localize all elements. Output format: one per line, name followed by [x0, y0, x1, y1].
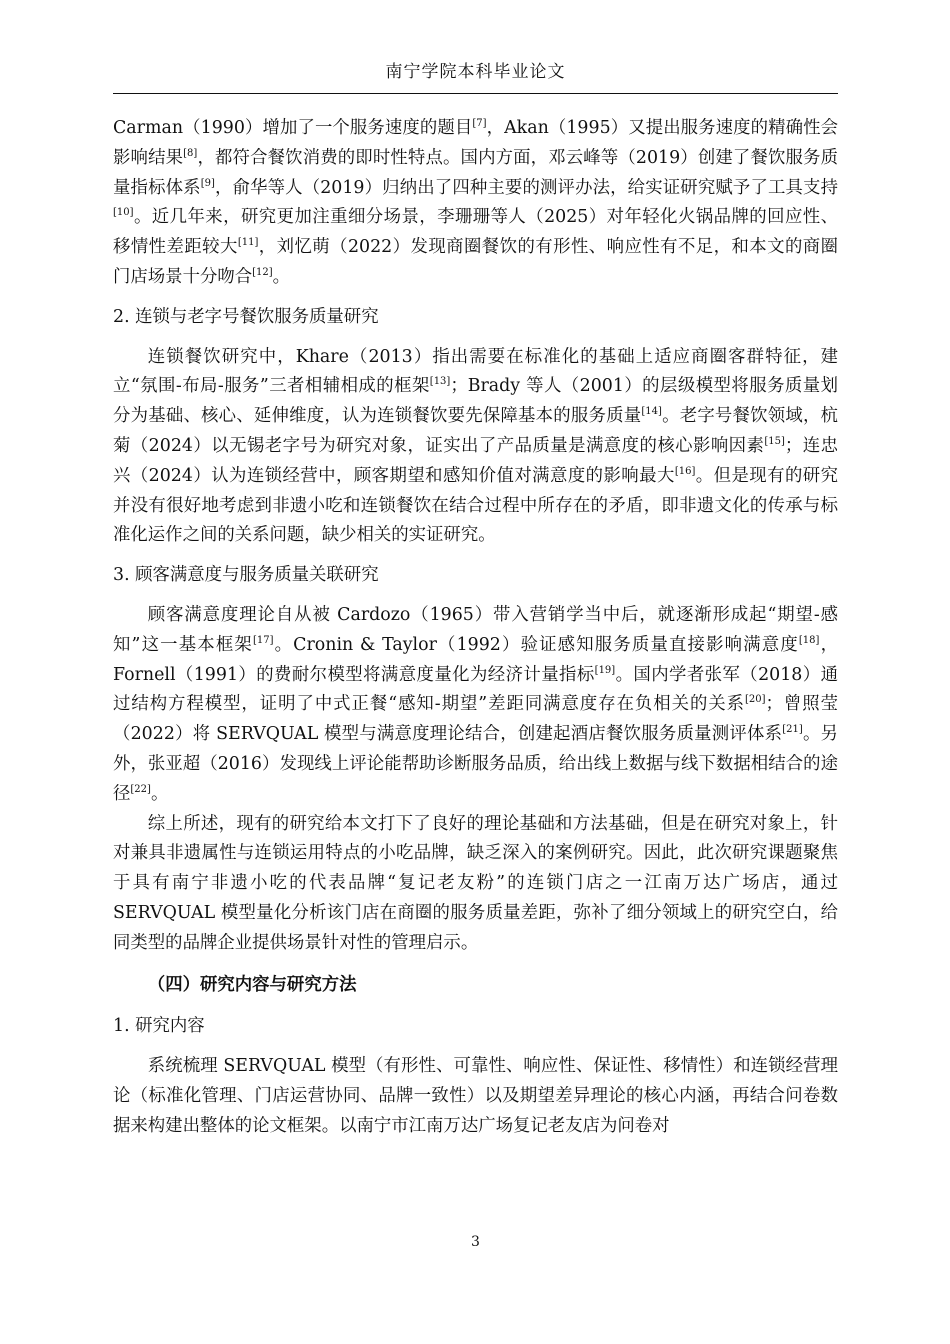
citation-ref: [11] [237, 237, 259, 249]
text-run: （四）研究内容与研究方法 [147, 974, 357, 995]
citation-ref: [21] [782, 724, 803, 736]
subsection-heading [113, 303, 838, 333]
text-run: 。Cronin & Taylor（1992）验证感知服务质量直接影响满意度 [273, 634, 799, 655]
body-paragraph [113, 1052, 838, 1141]
citation-ref: [13] [429, 376, 451, 388]
citation-ref: [10] [113, 207, 134, 219]
body-paragraph [113, 601, 838, 810]
citation-ref: [20] [745, 694, 766, 706]
text-run: 。另外，张亚超（2016）发现线上评论能帮助诊断服务品质，给出线上数据与线下数据相结合的途径 [113, 724, 838, 804]
text-run: 。 [150, 783, 169, 804]
subsection-heading [113, 1012, 838, 1042]
citation-ref: [22] [130, 783, 151, 795]
text-run: ，俞华等人（2019）归纳出了四种主要的测评办法，给实证研究赋予了工具支持 [214, 177, 838, 198]
body-paragraph [113, 810, 838, 959]
text-run: 1. 研究内容 [113, 1016, 205, 1037]
citation-ref: [9] [200, 177, 215, 189]
citation-ref: [18] [798, 634, 820, 646]
text-run: 连锁餐饮研究中，Khare（2013）指出需要在标准化的基础上适应商圈客群特征，建立“氛围-布局-服务”三者相辅相成的框架 [113, 346, 838, 397]
text-run: ；曾照莹（2022）将 SERVQUAL 模型与满意度理论结合，创建起酒店餐饮服务质量测评体系 [113, 694, 838, 745]
text-run: 。国内学者张军（2018）通过结构方程模型，证明了中式正餐“感知-期望”差距同满意度存在负相关的关系 [113, 664, 838, 715]
text-run: ，Akan（1995）又提出服务速度的精确性会影响结果 [113, 118, 838, 168]
text-run: ；连忠兴（2024）认为连锁经营中，顾客期望和感知价值对满意度的影响最大 [113, 435, 838, 486]
body-text [113, 114, 838, 1142]
citation-ref: [19] [594, 664, 616, 676]
citation-ref: [16] [674, 465, 696, 477]
page-header-title: 南宁学院本科毕业论文 [385, 62, 566, 82]
citation-ref: [7] [472, 118, 487, 130]
citation-ref: [17] [252, 634, 274, 646]
text-run: 。但是现有的研究并没有很好地考虑到非遗小吃和连锁餐饮在结合过程中所存在的矛盾，即非遗文化的传承与标准化运作之间的关系问题，缺少相关的实证研究。 [113, 465, 838, 546]
citation-ref: [15] [764, 436, 785, 448]
text-run: ，Fornell（1991）的费耐尔模型将满意度量化为经济计量指标 [113, 634, 838, 685]
citation-ref: [12] [252, 267, 273, 279]
body-paragraph [113, 343, 838, 552]
text-run: 2. 连锁与老字号餐饮服务质量研究 [113, 306, 379, 327]
text-run: 。老字号餐饮领域，杭菊（2024）以无锡老字号为研究对象，证实出了产品质量是满意度的核心影响因素 [113, 406, 838, 456]
text-run: ，刘忆萌（2022）发现商圈餐饮的有形性、响应性有不足，和本文的商圈门店场景十分吻合 [113, 237, 838, 287]
text-run: 3. 顾客满意度与服务质量关联研究 [113, 565, 379, 586]
text-run: 综上所述，现有的研究给本文打下了良好的理论基础和方法基础，但是在研究对象上，针对兼具非遗属性与连锁运用特点的小吃品牌，缺乏深入的案例研究。因此，此次研究课题聚焦于具有南宁非遗小吃的代表品牌“复记老友粉”的连锁门店之一江南万达广场店，通过 SERVQUAL 模型量化分析该门店在商圈的服务质量差距，弥补了细分领域上的研究空白，给同类型的品牌企业提供场景针对性的管理启示。 [113, 813, 838, 953]
page-number: 3 [471, 1234, 480, 1250]
section-heading [113, 971, 838, 1001]
subsection-heading [113, 561, 838, 591]
text-run: 系统梳理 SERVQUAL 模型（有形性、可靠性、响应性、保证性、移情性）和连锁经营理论（标准化管理、门店运营协同、品牌一致性）以及期望差异理论的核心内涵，再结合问卷数据来构建出整体的论文框架。以南宁市江南万达广场复记老友店为问卷对 [113, 1056, 838, 1136]
citation-ref: [14] [641, 406, 662, 418]
citation-ref: [8] [183, 148, 198, 159]
text-run: ；Brady 等人（2001）的层级模型将服务质量划分为基础、核心、延伸维度，认为连锁餐饮要先保障基本的服务质量 [113, 376, 838, 427]
text-run: ，都符合餐饮消费的即时性特点。国内方面，邓云峰等（2019）创建了餐饮服务质量指标体系 [113, 147, 838, 198]
text-run: Carman（1990）增加了一个服务速度的题目 [113, 118, 473, 138]
header-divider [113, 93, 838, 94]
text-run: 顾客满意度理论自从被 Cardozo（1965）带入营销学当中后，就逐渐形成起“期望-感知”这一基本框架 [113, 604, 838, 655]
body-paragraph-continued [113, 114, 838, 293]
text-run: 。 [272, 266, 291, 287]
text-run: 。近几年来，研究更加注重细分场景，李珊珊等人（2025）对年轻化火锅品牌的回应性、移情性差距较大 [113, 207, 838, 258]
